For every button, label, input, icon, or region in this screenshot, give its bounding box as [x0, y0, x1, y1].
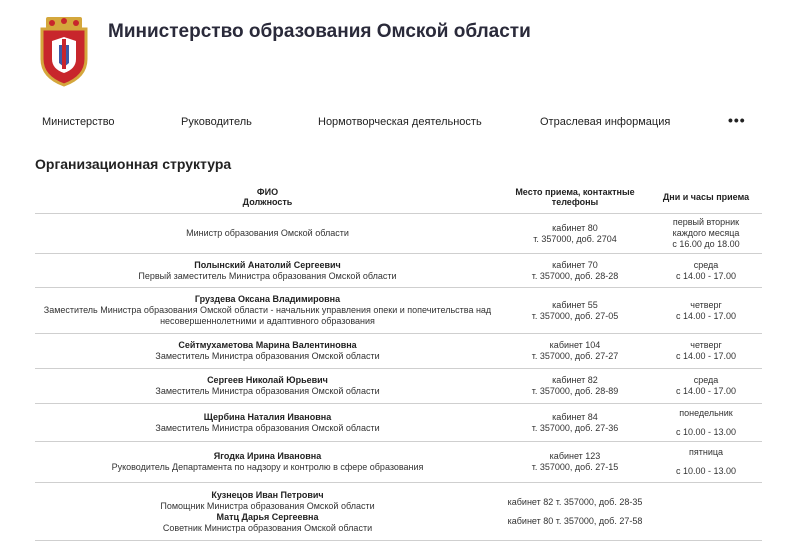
cell-person [35, 214, 500, 254]
place-phone: т. 357000, доб. 28-28 [531, 270, 619, 281]
place-room: кабинет 55 [552, 299, 598, 310]
nav-item-ministry[interactable]: Министерство [42, 116, 115, 128]
place-phone: т. 357000, доб. 28-89 [531, 386, 619, 396]
hours-day: четверг [690, 340, 722, 350]
person-position: Заместитель Министра образования Омской области [155, 386, 380, 396]
cell-person [35, 483, 500, 541]
cell-person [35, 288, 500, 334]
hours-day: пятница [688, 447, 724, 457]
person-position: Руководитель Департамента по надзору и контролю в сфере образования [111, 462, 424, 472]
hours-time: с 14.00 - 17.00 [675, 310, 737, 321]
hours-day: понедельник [679, 407, 733, 418]
place-phone: т. 357000, доб. 27-27 [531, 351, 619, 361]
place-room: кабинет 70 [552, 259, 598, 270]
cell-hours [650, 483, 762, 541]
table-row [35, 442, 762, 483]
person-position: Заместитель Министра образования Омской области [155, 422, 380, 433]
person-name: Сергеев Николай Юрьевич [207, 375, 328, 385]
table-row [35, 334, 762, 369]
cell-place [500, 334, 650, 369]
cell-place [500, 404, 650, 442]
table-row [35, 288, 762, 334]
place-phone: т. 357000, доб. 2704 [533, 233, 617, 244]
hours-day: среда [693, 259, 719, 270]
cell-hours [650, 442, 762, 483]
header-place: Место приема, контактные телефоны [500, 180, 650, 214]
table-row [35, 404, 762, 442]
person-name: Щербина Наталия Ивановна [203, 411, 332, 422]
person-position: Заместитель Министра образования Омской области - начальник управления опеки и попечительства над несовершеннолетними и адаптивного образования [43, 305, 492, 326]
person-name: Полынский Анатолий Сергеевич [194, 259, 341, 270]
place-room: кабинет 82 [552, 375, 598, 385]
coat-of-arms-icon [34, 15, 94, 87]
hours-day: первый вторник [672, 217, 740, 227]
person-position: Заместитель Министра образования Омской области [155, 351, 380, 361]
person-name: Ягодка Ирина Ивановна [213, 451, 322, 461]
person-position: Первый заместитель Министра образования Омской области [138, 270, 397, 281]
cell-hours [650, 254, 762, 288]
person-name: Кузнецов Иван Петрович [211, 489, 324, 500]
person-name: Матц Дарья Сергеевна [216, 511, 319, 522]
cell-hours [650, 334, 762, 369]
section-title: Организационная структура [35, 156, 232, 172]
nav-item-lawmaking[interactable]: Нормотворческая деятельность [318, 116, 482, 128]
hours-day: четверг [690, 299, 722, 310]
hours-time: с 14.00 - 17.00 [675, 351, 737, 361]
table-row [35, 254, 762, 288]
table-row [35, 483, 762, 541]
header-fio [35, 180, 500, 214]
org-structure-table [35, 180, 762, 541]
cell-place [500, 483, 650, 541]
table-header-row [35, 180, 762, 214]
place-room: кабинет 84 [552, 411, 598, 422]
header-fio-label: ФИО [256, 186, 279, 197]
table-row [35, 369, 762, 404]
place-room: кабинет 104 [549, 340, 601, 350]
cell-place [500, 288, 650, 334]
cell-person [35, 442, 500, 483]
cell-hours [650, 288, 762, 334]
cell-place [500, 369, 650, 404]
place-room: кабинет 80 [552, 222, 598, 233]
nav-item-head[interactable]: Руководитель [181, 116, 252, 128]
place-contact: кабинет 80 т. 357000, доб. 27-58 [507, 515, 643, 526]
cell-person [35, 369, 500, 404]
cell-place [500, 214, 650, 254]
cell-hours [650, 404, 762, 442]
person-position: Министр образования Омской области [186, 228, 349, 238]
more-menu-icon[interactable]: ••• [728, 112, 746, 128]
cell-person [35, 404, 500, 442]
header-position-label: Должность [242, 196, 293, 207]
cell-hours [650, 369, 762, 404]
page-header [0, 0, 800, 100]
person-position: Помощник Министра образования Омской области [160, 500, 375, 511]
person-name: Груздева Оксана Владимировна [194, 294, 341, 304]
cell-person [35, 254, 500, 288]
place-room: кабинет 123 [549, 451, 601, 461]
site-title[interactable]: Министерство образования Омской области [108, 21, 531, 42]
hours-time: с 16.00 до 18.00 [672, 239, 740, 249]
person-position: Советник Министра образования Омской области [162, 522, 373, 533]
place-phone: т. 357000, доб. 27-05 [531, 310, 619, 321]
hours-day: среда [693, 375, 719, 385]
hours-time: с 14.00 - 17.00 [675, 270, 737, 281]
hours-time: с 10.00 - 13.00 [675, 426, 737, 437]
cell-hours [650, 214, 762, 254]
hours-note: каждого месяца [672, 228, 740, 238]
cell-place [500, 254, 650, 288]
hours-time: с 10.00 - 13.00 [675, 466, 737, 476]
place-phone: т. 357000, доб. 27-36 [531, 422, 619, 433]
header-hours: Дни и часы приема [650, 180, 762, 214]
place-contact: кабинет 82 т. 357000, доб. 28-35 [507, 496, 643, 507]
cell-person [35, 334, 500, 369]
person-name: Сейтмухаметова Марина Валентиновна [178, 340, 357, 350]
cell-place [500, 442, 650, 483]
nav-item-industry-info[interactable]: Отраслевая информация [540, 116, 671, 128]
table-row [35, 214, 762, 254]
place-phone: т. 357000, доб. 27-15 [531, 462, 619, 472]
hours-time: с 14.00 - 17.00 [675, 386, 737, 396]
